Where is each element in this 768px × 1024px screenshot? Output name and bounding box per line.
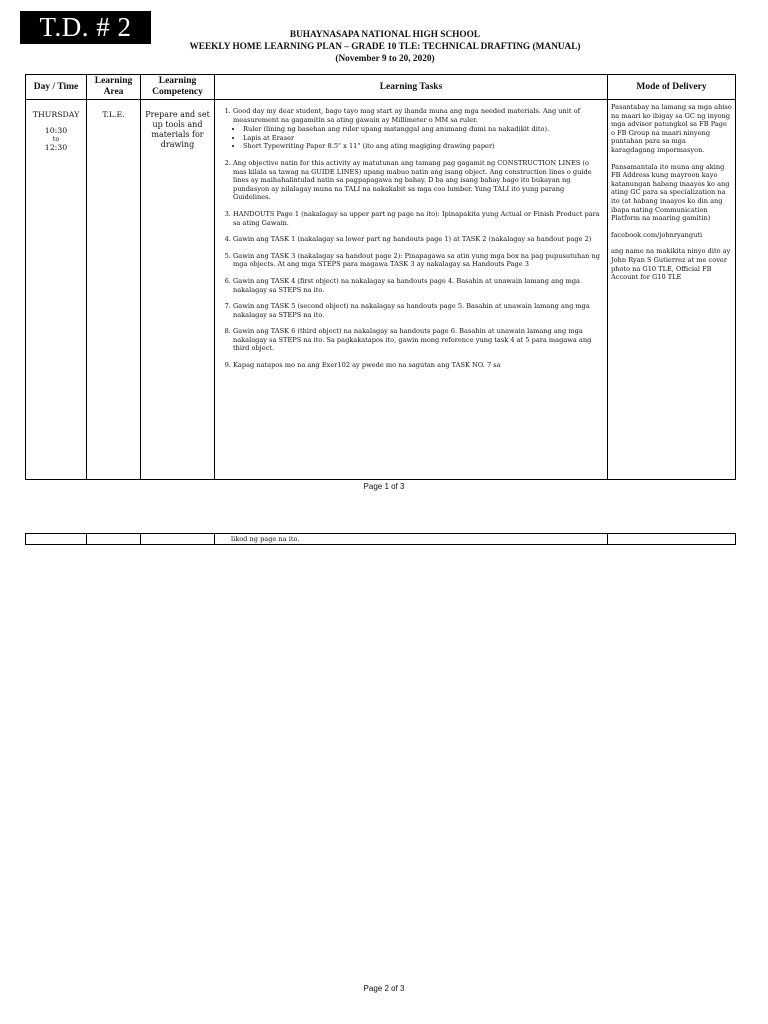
plan-dates: (November 9 to 20, 2020) xyxy=(335,54,435,64)
time-end: 12:30 xyxy=(44,143,68,152)
header-mode-of-delivery: Mode of Delivery xyxy=(608,75,736,100)
header-learning-competency: Learning Competency xyxy=(141,75,215,100)
learning-competency-cell: Prepare and set up tools and materials for drawing xyxy=(141,100,215,480)
materials-list xyxy=(233,125,601,151)
task-continuation: likod ng page na ito. xyxy=(215,534,608,545)
task-item: 3. HANDOUTS Page 1 (nakalagay sa upper part ng page na ito): Ipinapakita yung Actual or Finish Product para sa ating Gawain. xyxy=(233,210,601,227)
school-name: BUHAYNASAPA NATIONAL HIGH SCHOOL xyxy=(289,30,481,40)
header-learning-area: Learning Area xyxy=(87,75,141,100)
mode-paragraph: Pasantabay na lamang sa mga abiso na maari ko ibigay sa GC ng inyong mga advisor patungkol sa FB Page o FB Group na maari ninyong puntahan para sa mga karagdagang impormasyon. xyxy=(611,103,732,154)
empty-cell xyxy=(87,534,141,545)
task-list xyxy=(219,107,601,370)
plan-title: WEEKLY HOME LEARNING PLAN – GRADE 10 TLE: TECHNICAL DRAFTING (MANUAL) xyxy=(189,42,581,52)
material-item: • Short Typewriting Paper 8.5" x 11" (ito ang ating magiging drawing paper) xyxy=(243,142,601,151)
header-day-time: Day / Time xyxy=(26,75,87,100)
task-item: 2. Ang objective natin for this activity ay matutunan ang tamang pag gagamit ng CONSTRUCTION LINES (o mas kilala sa tawag na GUIDE LINES) upang mabuo natin ang isang object. Ang construction lines o guide lines ay maihahalintulad natin sa pagpapagawa ng bahay. D ba ang isang bahay bago ito bukayan ng pundasyon ay nilalagay muna na TALI na nakakabit sa mga coo lumber. Yung TALI ito yung parang Guidelines. xyxy=(233,159,601,202)
time-to: to xyxy=(52,135,60,143)
task-item: 7. Gawin ang TASK 5 (second object) na nakalagay sa handouts page 5. Basahin at unawain lamang ang mga nakalagay sa STEPS na ito. xyxy=(233,302,601,319)
empty-cell xyxy=(141,534,215,545)
task-item: 1. Good day my dear student, bago tayo mag start ay ihanda muna ang mga needed materials. Ang unit of measurement na gagamitin sa ating gawain ay Millimeter o MM sa ruler. • Ruler (lining ng basehan ang ruler upang matanggal ang anumang dumi na nakadikit dito). • Lapis at Eraser • Short Typewriting Paper 8.5" x 11" (ito ang ating magiging drawing paper) xyxy=(233,107,601,151)
empty-cell xyxy=(608,534,736,545)
page-number: Page 1 of 3 xyxy=(363,482,405,491)
document-badge: T.D. # 2 xyxy=(20,11,151,44)
header-learning-tasks: Learning Tasks xyxy=(215,75,608,100)
day-time-cell xyxy=(26,100,87,480)
learning-plan-table-continued xyxy=(25,533,736,545)
mode-paragraph: Pansamantala ito muna ang aking FB Address kung mayroon kayo katanungan habang inaayos ko ang ating GC para sa specialization na ito (at habang inaayos ko din ang ibapa nating Communication Platform na maaring gamitin) xyxy=(611,162,730,223)
material-item: • Lapis at Eraser xyxy=(243,134,601,143)
learning-plan-table xyxy=(25,74,736,480)
time-start: 10:30 xyxy=(44,126,68,135)
table-row xyxy=(26,534,736,545)
table-row xyxy=(26,100,736,480)
facebook-address: facebook.com/johnryanguti xyxy=(611,230,703,239)
mode-of-delivery-cell xyxy=(608,100,736,480)
material-item: • Ruler (lining ng basehan ang ruler upang matanggal ang anumang dumi na nakadikit dito). xyxy=(243,125,601,134)
page-number: Page 2 of 3 xyxy=(363,984,405,993)
document-header xyxy=(150,29,620,65)
learning-tasks-cell xyxy=(215,100,608,480)
task-item: 5. Gawin ang TASK 3 (nakalagay sa handout page 2): Pinapagawa sa atin yung mga box na pag pupusutuhan ng mga objects. At ang mga STEPS para magawa TASK 3 ay nakalagay sa Handouts Page 3 xyxy=(233,252,601,269)
mode-paragraph: ang name na makikita ninyo dito ay John Ryan S Gutierrez at me cover photo na G10 TLE, Official FB Account for G10 TLE xyxy=(611,247,731,282)
task-item: 4. Gawin ang TASK 1 (nakalagay sa lower part ng handouts page 1) at TASK 2 (nakalagay sa handout page 2) xyxy=(233,235,601,244)
empty-cell xyxy=(26,534,87,545)
day-label: THURSDAY xyxy=(32,110,80,119)
task-item: 8. Gawin ang TASK 6 (third object) na nakalagay sa handouts page 6. Basahin at unawain lamang ang mga nakalagay sa STEPS na ito. Sa pagkakatapos ito, gawin mong reference yung task 4 at 5 para magawa ang third object. xyxy=(233,327,601,353)
learning-area-cell: T.L.E. xyxy=(87,100,141,480)
task-item: 6. Gawin ang TASK 4 (first object) na nakalagay sa handouts page 4. Basahin at unawain lamang ang mga nakalagay sa STEPS na ito. xyxy=(233,277,601,294)
task-item: 9. Kapag natapos mo na ang Exer102 ay pwede mo na sagutan ang TASK NO. 7 sa xyxy=(233,361,601,370)
